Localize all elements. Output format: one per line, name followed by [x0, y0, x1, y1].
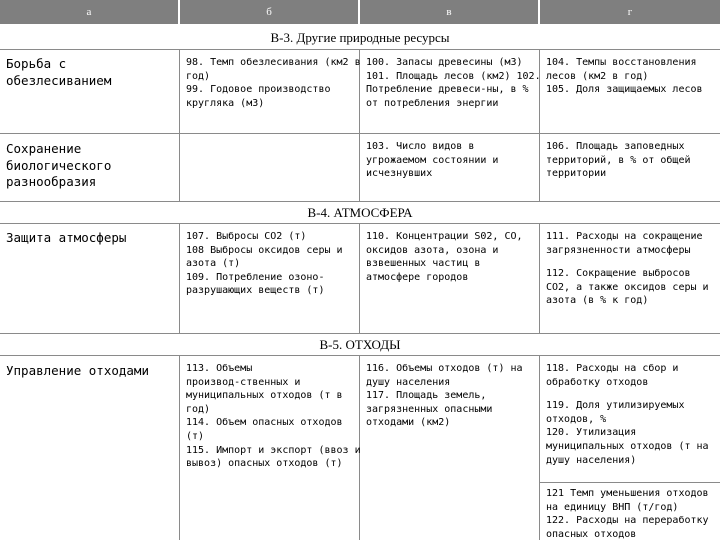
cell-line: душу населения	[366, 376, 451, 388]
cell-line: на единицу ВНП (т/год)	[546, 501, 679, 513]
cell-line: опасных отходов	[546, 528, 637, 540]
cell-line: 98. Темп обезлесивания (км2 в	[186, 57, 361, 68]
row-label-line: биологического	[6, 157, 112, 173]
column-divider	[179, 356, 180, 540]
cell-line: территории	[546, 168, 607, 180]
cell-line: 105. Доля защищаемых лесов	[546, 84, 703, 96]
column-divider	[539, 356, 540, 540]
section-divider	[0, 355, 720, 356]
cell-line: кругляка (м3)	[186, 97, 265, 109]
column-divider	[179, 224, 180, 333]
cell-c-biodiversity	[366, 140, 498, 181]
row-label-deforestation	[6, 56, 174, 89]
header-cell-c	[360, 0, 538, 24]
cell-line: территорий, в % от общей	[546, 154, 691, 166]
header-label-d: г	[627, 6, 633, 18]
cell-line: 122. Расходы на переработку	[546, 515, 709, 527]
header-label-a: а	[86, 6, 92, 18]
section-title-b5: В-5. ОТХОДЫ	[319, 337, 401, 352]
row-label-line: Борьба с	[6, 56, 67, 71]
row-label-biodiversity	[6, 141, 174, 191]
row-label-line: Сохранение	[6, 141, 82, 156]
cell-line: 100. Запасы древесины (м3)	[366, 57, 523, 68]
cell-line: вывоз) опасных отходов (т)	[186, 458, 343, 470]
column-divider	[179, 50, 180, 201]
cell-line: 101. Площадь лесов (км2) 102.	[366, 70, 541, 82]
header-cell-d	[540, 0, 720, 24]
cell-line: от потребления энергии	[366, 97, 499, 109]
cell-line: Потребление древеси-ны, в %	[366, 84, 529, 96]
section-title-b3: В-3. Другие природные ресурсы	[270, 30, 450, 45]
cell-line: 109. Потребление озоно-	[186, 271, 325, 283]
header-cell-b	[180, 0, 358, 24]
row-label-line: обезлесиванием	[6, 72, 112, 88]
cell-line: азота (в % к год)	[546, 295, 649, 307]
row-label-line: разнообразия	[6, 174, 97, 189]
cell-line: производ-ственных и	[186, 376, 301, 388]
cell-line: угрожаемом состоянии и	[366, 154, 499, 166]
cell-line: 114. Объем опасных отходов	[186, 417, 343, 429]
section-divider	[0, 201, 720, 202]
cell-d-waste	[546, 362, 709, 467]
column-divider	[539, 224, 540, 333]
cell-line: 111. Расходы на сокращение	[546, 231, 703, 242]
cell-d-biodiversity	[546, 140, 691, 181]
cell-line: азота (т)	[186, 258, 241, 270]
cell-d-deforestation	[546, 56, 703, 97]
cell-b-atmosphere	[186, 230, 343, 298]
cell-b-deforestation	[186, 56, 361, 110]
cell-line: 121 Темп уменьшения отходов	[546, 488, 709, 499]
cell-line: 116. Объемы отходов (т) на	[366, 363, 523, 374]
header-label-c: в	[446, 6, 452, 18]
cell-line: разрушающих веществ (т)	[186, 285, 325, 297]
cell-d-waste-extra	[546, 487, 709, 540]
cell-line: 112. Сокращение выбросов	[546, 268, 691, 280]
row-label-line: Управление отходами	[6, 363, 149, 378]
section-divider	[0, 333, 720, 334]
cell-line: взвешенных частиц в	[366, 258, 481, 270]
cell-line: лесов (км2 в год)	[546, 70, 649, 82]
cell-c-deforestation	[366, 56, 541, 110]
cell-b-waste	[186, 362, 361, 471]
cell-line: отходов, %	[546, 413, 607, 425]
cell-line: 108 Выбросы оксидов серы и	[186, 244, 343, 256]
section-divider	[0, 223, 720, 224]
row-label-line: Защита атмосферы	[6, 230, 127, 245]
cell-c-atmosphere	[366, 230, 523, 284]
cell-line: атмосфере городов	[366, 271, 469, 283]
cell-line: 113. Объемы	[186, 363, 253, 374]
cell-line: 119. Доля утилизируемых	[546, 400, 685, 412]
header-cell-a	[0, 0, 178, 24]
cell-line: 106. Площадь заповедных	[546, 141, 685, 152]
cell-d-atmosphere	[546, 230, 709, 308]
cell-line: муниципальных отходов (т в	[186, 390, 343, 402]
cell-line: 120. Утилизация	[546, 427, 637, 439]
cell-line: (т)	[186, 430, 205, 442]
cell-line: 103. Число видов в	[366, 141, 475, 152]
cell-line: 117. Площадь земель,	[366, 390, 487, 402]
cell-line: муниципальных отходов (т на	[546, 440, 709, 452]
row-label-waste	[6, 363, 174, 380]
cell-line: год)	[186, 70, 211, 82]
cell-line: загрязненности атмосферы	[546, 244, 691, 256]
cell-line: СО2, а также оксидов серы и	[546, 281, 709, 293]
cell-line: 118. Расходы на сбор и	[546, 363, 679, 374]
column-divider	[359, 224, 360, 333]
cell-line: 115. Импорт и экспорт (ввоз и	[186, 444, 361, 456]
section-title-b4: В-4. АТМОСФЕРА	[307, 205, 413, 220]
cell-line: год)	[186, 403, 211, 415]
header-label-b: б	[266, 6, 272, 18]
cell-line: оксидов азота, озона и	[366, 244, 499, 256]
cell-line: отходами (км2)	[366, 417, 451, 429]
cell-line: 107. Выбросы СО2 (т)	[186, 231, 307, 242]
cell-line: 99. Годовое производство	[186, 84, 331, 96]
cell-line: душу населения)	[546, 454, 637, 466]
row-label-atmosphere	[6, 230, 174, 247]
cell-line: обработку отходов	[546, 376, 649, 388]
cell-line: 110. Концентрации S02, СО,	[366, 231, 523, 242]
section-divider	[0, 49, 720, 50]
cell-line: 104. Темпы восстановления	[546, 57, 697, 68]
cell-c-waste	[366, 362, 523, 430]
cell-line: загрязненных опасными	[366, 403, 493, 415]
row-divider	[0, 133, 720, 134]
cell-divider	[540, 482, 720, 483]
cell-line: исчезнувших	[366, 168, 433, 180]
